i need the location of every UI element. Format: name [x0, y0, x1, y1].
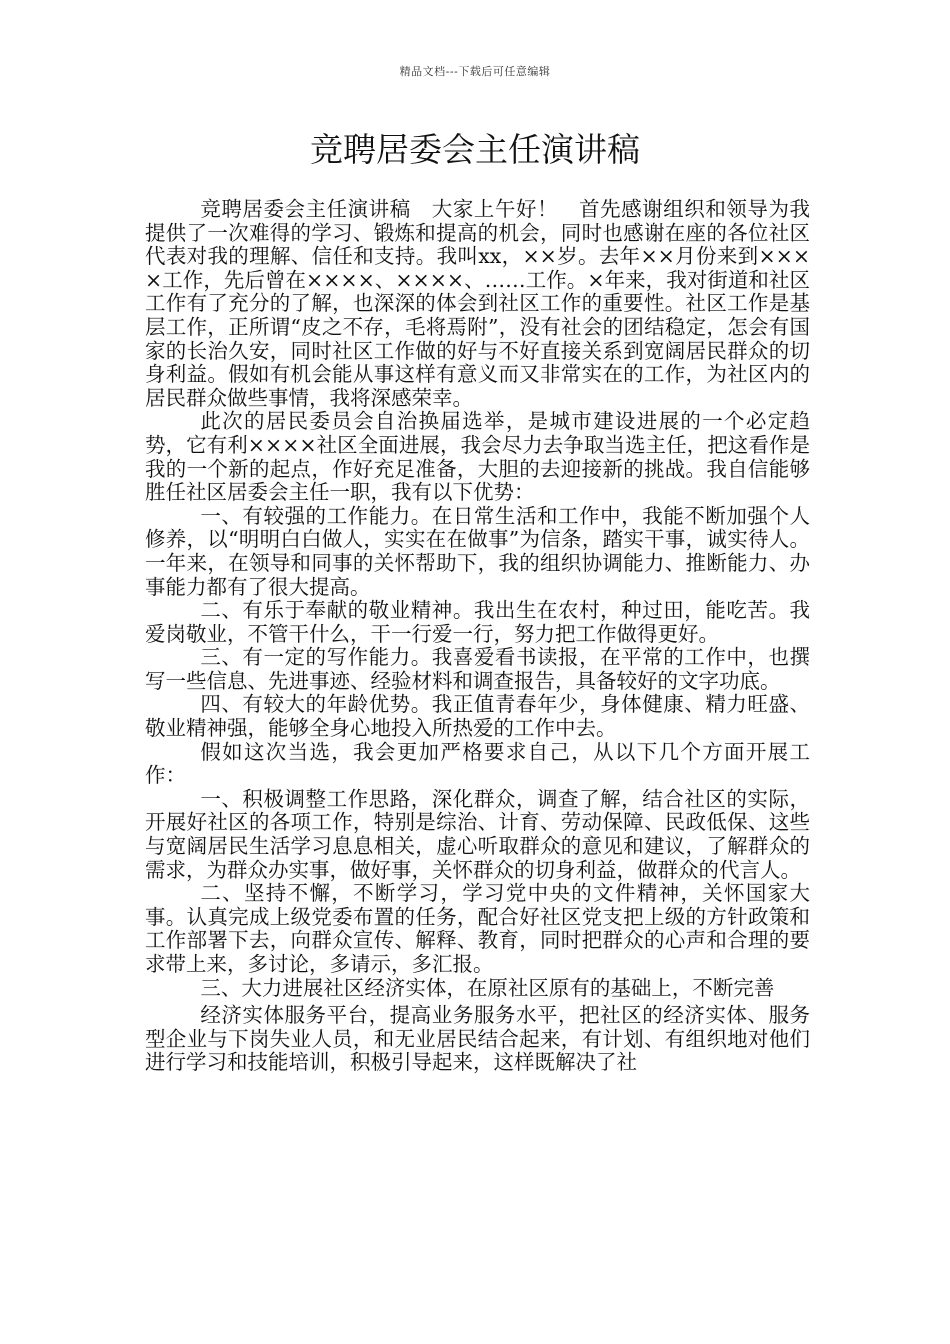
page-header-note: 精品文档---下载后可任意编辑 — [399, 65, 551, 78]
paragraph-plan-1: 一、积极调整工作思路，深化群众，调查了解，结合社区的实际，开展好社区的各项工作，特别是综治、计育、劳动保障、民政低保、这些与宽阔居民生活学习息息相关，虚心听取群众的意见和建议，了解群众的需求，为群众办实事，做好事，关怀群众的切身利益，做群众的代言人。 — [145, 786, 810, 882]
paragraph-plan-3-continued: 经济实体服务平台，提高业务服务水平，把社区的经济实体、服务型企业与下岗失业人员，和无业居民结合起来，有计划、有组织地对他们进行学习和技能培训，积极引导起来，这样既解决了社 — [145, 1003, 810, 1075]
paragraph-election: 此次的居民委员会自治换届选举，是城市建设进展的一个必定趋势，它有利××××社区全面进展，我会尽力去争取当选主任，把这看作是我的一个新的起点，作好充足准备，大胆的去迎接新的挑战。我自信能够胜任社区居委会主任一职，我有以下优势： — [145, 409, 810, 505]
paragraph-advantage-2: 二、有乐于奉献的敬业精神。我出生在农村，种过田，能吃苦。我爱岗敬业，不管干什么，干一行爱一行，努力把工作做得更好。 — [145, 598, 810, 646]
document-title: 竞聘居委会主任演讲稿 — [310, 130, 640, 169]
paragraph-advantage-1: 一、有较强的工作能力。在日常生活和工作中，我能不断加强个人修养，以“明明白白做人，实实在在做事”为信条，踏实干事，诚实待人。一年来，在领导和同事的关怀帮助下，我的组织协调能力、推断能力、办事能力都有了很大提高。 — [145, 503, 810, 599]
paragraph-plan-intro: 假如这次当选，我会更加严格要求自己，从以下几个方面开展工作： — [145, 739, 810, 788]
paragraph-plan-2: 二、坚持不懈，不断学习，学习党中央的文件精神，关怀国家大事。认真完成上级党委布置的任务，配合好社区党支把上级的方针政策和工作部署下去，向群众宣传、解释、教育，同时把群众的心声和合理的要求带上来，多讨论，多请示，多汇报。 — [145, 881, 810, 976]
paragraph-advantage-3: 三、有一定的写作能力。我喜爱看书读报，在平常的工作中，也撰写一些信息、先进事迹、经验材料和调查报告，具备较好的文字功底。 — [145, 645, 810, 693]
paragraph-intro: 竞聘居委会主任演讲稿 大家上午好！ 首先感谢组织和领导为我提供了一次难得的学习、锻炼和提高的机会，同时也感谢在座的各位社区代表对我的理解、信任和支持。我叫xx，××岁。去年××月份来到××××工作，先后曾在××××、××××、……工作。×年来，我对街道和社区工作有了充分的了解，也深深的体会到社区工作的重要性。社区工作是基层工作，正所谓“皮之不存，毛将焉附”，没有社会的团结稳定，怎会有国家的长治久安，同时社区工作做的好与不好直接关系到宽阔居民群众的切身利益。假如有机会能从事这样有意义而又非常实在的工作，为社区内的居民群众做些事情，我将深感荣幸。 — [145, 197, 810, 410]
paragraph-plan-3: 三、大力进展社区经济实体，在原社区原有的基础上，不断完善 — [200, 975, 775, 1000]
document-body — [145, 198, 810, 1075]
paragraph-advantage-4: 四、有较大的年龄优势。我正值青春年少，身体健康、精力旺盛、敬业精神强，能够全身心地投入所热爱的工作中去。 — [145, 692, 810, 741]
